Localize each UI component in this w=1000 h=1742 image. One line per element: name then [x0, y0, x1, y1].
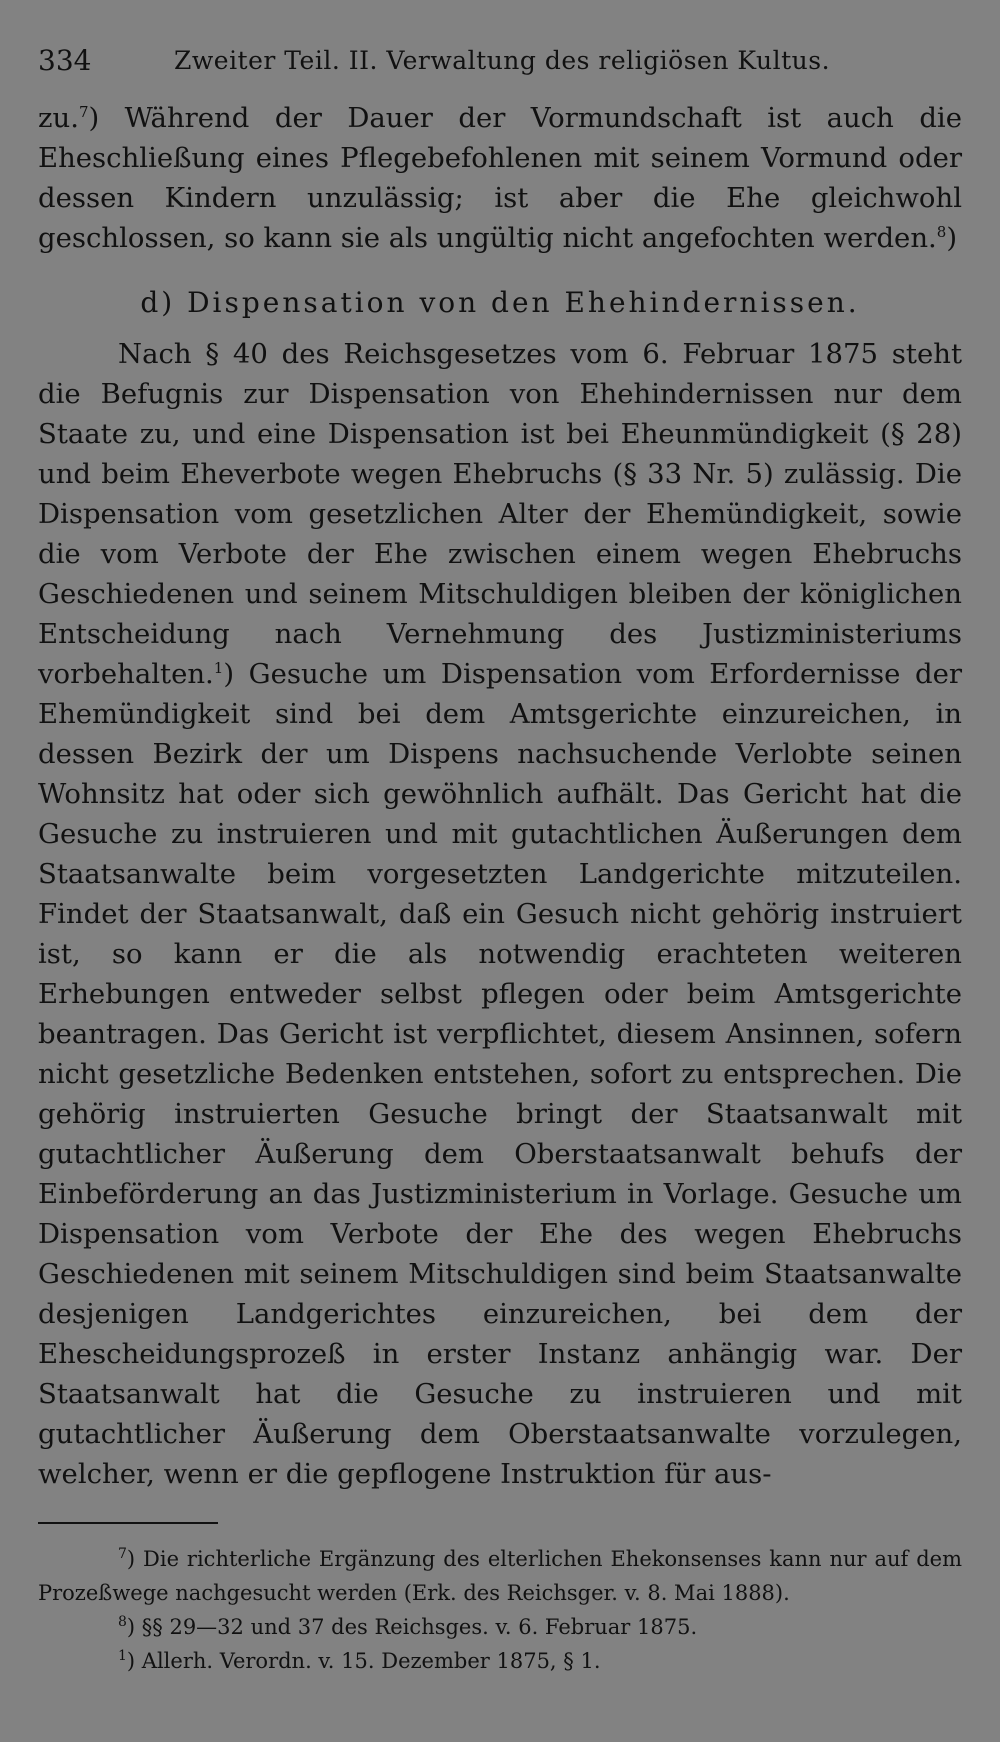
intro-text-start: zu.: [38, 102, 79, 134]
footnote-ref-8[interactable]: 8: [936, 223, 947, 241]
intro-paragraph: [38, 98, 962, 258]
section-heading: d) Dispensation von den Ehehindernissen.: [140, 286, 860, 319]
footnote-marker: 1: [118, 1648, 127, 1664]
footnote-7: [38, 1542, 962, 1610]
footnote-8: [38, 1610, 962, 1644]
footnote-ref-1[interactable]: 1: [213, 659, 224, 677]
page-header: [38, 40, 962, 82]
footnote-text: ) Die richterliche Ergänzung des elterlichen Ehekonsenses kann nur auf dem Prozeßwege nachgesucht werden (Erk. des Reichsger. v. 8. Mai 1888).: [38, 1547, 962, 1605]
footnote-text: ) Allerh. Verordn. v. 15. Dezember 1875, § 1.: [126, 1649, 601, 1673]
footnote-marker: 8: [118, 1614, 127, 1630]
footnote-1: [38, 1644, 962, 1678]
footnote-text: ) §§ 29—32 und 37 des Reichsges. v. 6. Februar 1875.: [126, 1615, 698, 1639]
footnotes: [38, 1542, 962, 1678]
footnote-marker: 7: [118, 1546, 127, 1562]
running-head: Zweiter Teil. II. Verwaltung des religiösen Kultus.: [174, 46, 831, 75]
main-text-part1: Nach § 40 des Reichsgesetzes vom 6. Februar 1875 steht die Befugnis zur Dispensation von Ehehindernissen nur dem Staate zu, und eine Dispensation ist bei Eheunmündigkeit (§ 28) und beim Eheverbote wegen Ehebruchs (§ 33 Nr. 5) zulässig. Die Dispensation vom gesetzlichen Alter der Ehemündigkeit, sowie die vom Verbote der Ehe zwischen einem wegen Ehebruchs Geschiedenen und seinem Mitschuldigen bleiben der königlichen Entscheidung nach Vernehmung des Justizministeriums vorbehalten.: [38, 338, 962, 690]
footnote-divider: [38, 1522, 218, 1524]
main-text-part2: ) Gesuche um Dispensation vom Erfordernisse der Ehemündigkeit sind bei dem Amtsgerichte einzureichen, in dessen Bezirk der um Dispens nachsuchende Verlobte seinen Wohnsitz hat oder sich gewöhnlich aufhält. Das Gericht hat die Gesuche zu instruieren und mit gutachtlichen Äußerungen dem Staatsanwalte beim vorgesetzten Landgerichte mitzuteilen. Findet der Staatsanwalt, daß ein Gesuch nicht gehörig instruiert ist, so kann er die als notwendig erachteten weiteren Erhebungen entweder selbst pflegen oder beim Amtsgerichte beantragen. Das Gericht ist verpflichtet, diesem Ansinnen, sofern nicht gesetzliche Bedenken entstehen, sofort zu entsprechen. Die gehörig instruierten Gesuche bringt der Staatsanwalt mit gutachtlicher Äußerung dem Oberstaatsanwalt behufs der Einbeförderung an das Justizministerium in Vorlage. Gesuche um Dispensation vom Verbote der Ehe des wegen Ehebruchs Geschiedenen mit seinem Mitschuldigen sind beim Staatsanwalte desjenigen Landgerichtes einzureichen, bei dem der Ehescheidungsprozeß in erster Instanz anhängig war. Der Staatsanwalt hat die Gesuche zu instruieren und mit gutachtlicher Äußerung dem Oberstaatsanwalte vorzulegen, welcher, wenn er die gepflogene Instruktion für aus-: [38, 658, 962, 1490]
book-page: [38, 40, 962, 1720]
body-text: [38, 98, 962, 1494]
intro-text-middle: ) Während der Dauer der Vormundschaft ist auch die Eheschließung eines Pflegebefohlenen mit seinem Vormund oder dessen Kindern unzulässig; ist aber die Ehe gleichwohl geschlossen, so kann sie als ungültig nicht angefochten werden.: [38, 102, 962, 254]
page-number: 334: [38, 44, 92, 77]
main-paragraph: [38, 334, 962, 1494]
intro-text-end: ): [946, 222, 958, 254]
footnote-ref-7[interactable]: 7: [78, 103, 89, 121]
